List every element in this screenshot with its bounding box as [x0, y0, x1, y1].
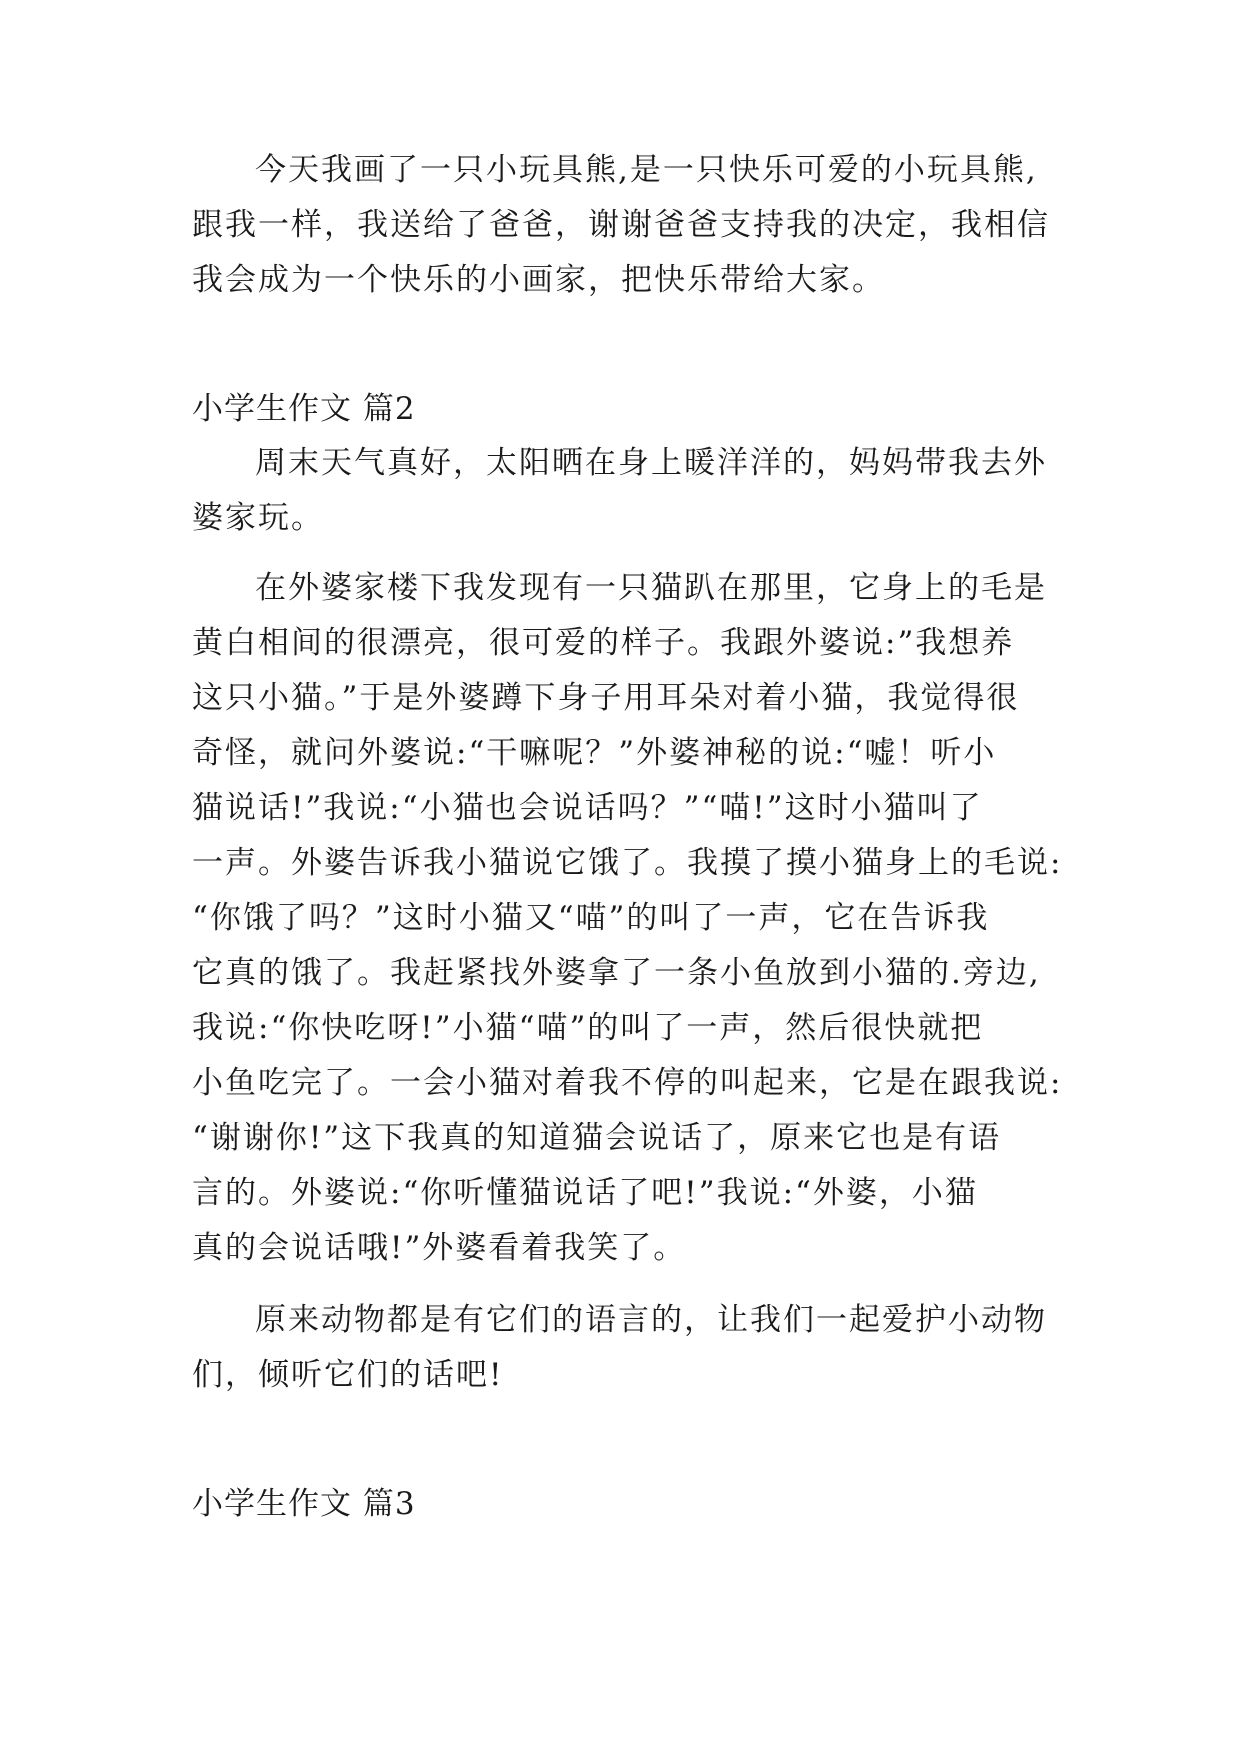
essay1-line-3: 我会成为一个快乐的小画家，把快乐带给大家。: [192, 262, 885, 298]
essay2-p2-line-11: “谢谢你!”这下我真的知道猫会说话了，原来它也是有语: [192, 1120, 1002, 1156]
essay2-p2-line-8: 它真的饿了。我赶紧找外婆拿了一条小鱼放到小猫的.旁边,: [192, 955, 1041, 991]
essay2-p3-line-2: 们，倾听它们的话吧!: [192, 1357, 504, 1393]
essay2-p2-line-12: 言的。外婆说:“你听懂猫说话了吧!”我说:“外婆，小猫: [192, 1175, 978, 1211]
essay2-p2-line-2: 黄白相间的很漂亮，很可爱的样子。我跟外婆说:”我想养: [192, 625, 1015, 661]
essay1-line-1: 今天我画了一只小玩具熊,是一只快乐可爱的小玩具熊,: [255, 152, 1038, 188]
essay2-p2-line-1: 在外婆家楼下我发现有一只猫趴在那里，它身上的毛是: [255, 570, 1047, 606]
essay2-p3-line-1: 原来动物都是有它们的语言的，让我们一起爱护小动物: [255, 1302, 1047, 1338]
essay2-p2-line-13: 真的会说话哦!”外婆看着我笑了。: [192, 1230, 687, 1266]
essay2-p2-line-5: 猫说话!”我说:“小猫也会说话吗？”“喵!”这时小猫叫了: [192, 790, 983, 826]
essay3-heading: 小学生作文 篇3: [192, 1486, 416, 1522]
essay2-p1-line-1: 周末天气真好，太阳晒在身上暖洋洋的，妈妈带我去外: [255, 445, 1047, 481]
essay2-p2-line-9: 我说:“你快吃呀!”小猫“喵”的叫了一声，然后很快就把: [192, 1010, 984, 1046]
essay2-p2-line-6: 一声。外婆告诉我小猫说它饿了。我摸了摸小猫身上的毛说:: [192, 845, 1063, 881]
essay2-p2-line-4: 奇怪，就问外婆说:“干嘛呢？”外婆神秘的说:“嘘！听小: [192, 735, 997, 771]
essay2-p1-line-2: 婆家玩。: [192, 500, 324, 536]
essay2-p2-line-10: 小鱼吃完了。一会小猫对着我不停的叫起来，它是在跟我说:: [192, 1065, 1063, 1101]
essay1-line-2: 跟我一样，我送给了爸爸，谢谢爸爸支持我的决定，我相信: [192, 207, 1050, 243]
essay2-p2-line-3: 这只小猫。”于是外婆蹲下身子用耳朵对着小猫，我觉得很: [192, 680, 1020, 716]
essay2-heading: 小学生作文 篇2: [192, 391, 416, 427]
essay2-p2-line-7: “你饿了吗？”这时小猫又“喵”的叫了一声，它在告诉我: [192, 900, 990, 936]
